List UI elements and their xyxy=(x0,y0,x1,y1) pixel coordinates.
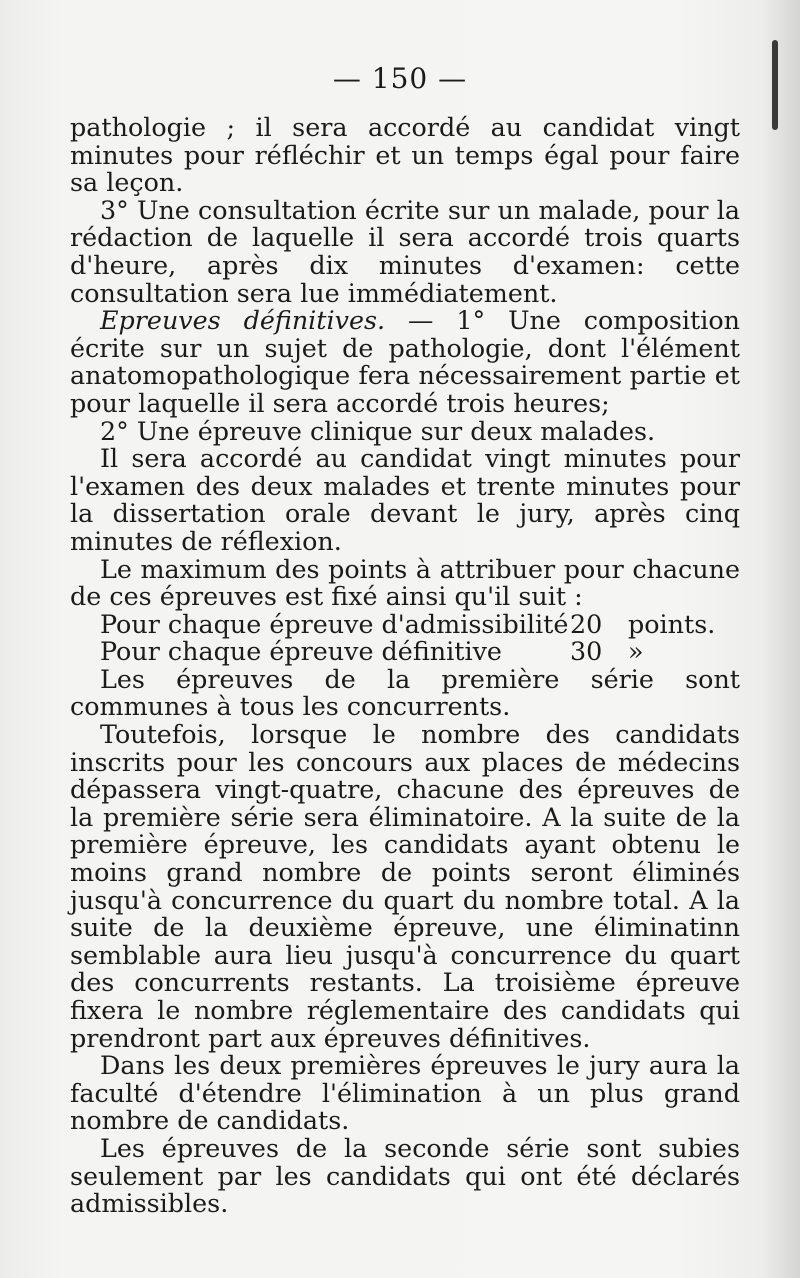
paragraph: Toutefois, lorsque le nombre des candidats inscrits pour les concours aux places de médecins dépassera vingt-quatre, chacune des épreuves de la première série sera éliminatoire. A la suite de la première épreuve, les candidats ayant obtenu le moins grand nombre de points seront éliminés jusqu'à concurrence du quart du nombre total. A la suite de la deuxième épreuve, une éliminatinn semblable aura lieu jusqu'à concurrence du quart des concurrents restants. La troisième épreuve fixera le nombre réglementaire des candidats qui prendront part aux épreuves définitives. xyxy=(70,719,740,1053)
paragraph: 3° Une consultation écrite sur un malade, pour la rédaction de laquelle il sera accordé trois quarts d'heure, après dix minutes d'examen: cette consultation sera lue immédiatement. xyxy=(70,194,740,308)
points-unit: points. xyxy=(628,608,716,639)
points-value: 20 xyxy=(570,608,603,639)
paragraph xyxy=(70,307,740,417)
paragraph-text: — 1° Une composition écrite sur un sujet de pathologie, dont l'élément anatomopathologique fera nécessairement partie et pour laquelle il sera accordé trois heures; xyxy=(70,305,740,418)
points-label: Pour chaque épreuve d'admissibilité xyxy=(100,608,569,639)
points-unit: » xyxy=(628,636,644,667)
paragraph: 2° Une épreuve clinique sur deux malades. xyxy=(100,415,656,446)
body-text xyxy=(70,114,740,1218)
page-edge-shadow xyxy=(762,0,800,1278)
paragraph: Les épreuves de la première série sont communes à tous les concurrents. xyxy=(70,663,740,722)
paragraph: Il sera accordé au candidat vingt minutes pour l'examen des deux malades et trente minutes pour la dissertation orale devant le jury, après cinq minutes de réflexion. xyxy=(70,443,740,556)
paragraph: Dans les deux premières épreuves le jury aura la faculté d'étendre l'élimination à un plus grand nombre de candidats. xyxy=(70,1050,740,1136)
paragraph: pathologie ; il sera accordé au candidat vingt minutes pour réfléchir et un temps égal pour faire sa leçon. xyxy=(70,112,740,198)
points-row xyxy=(70,638,740,666)
points-row xyxy=(70,608,740,639)
paragraph: Le maximum des points à attribuer pour chacune de ces épreuves est fixé ainsi qu'il suit : xyxy=(70,553,740,612)
paragraph: Les épreuves de la seconde série sont subies seulement par les candidats qui ont été déclarés admissibles. xyxy=(70,1132,740,1219)
points-label: Pour chaque épreuve définitive xyxy=(100,636,502,667)
points-value: 30 xyxy=(570,636,603,667)
page-number: — 150 — xyxy=(332,62,468,95)
section-heading: Epreuves définitives. xyxy=(100,305,386,336)
